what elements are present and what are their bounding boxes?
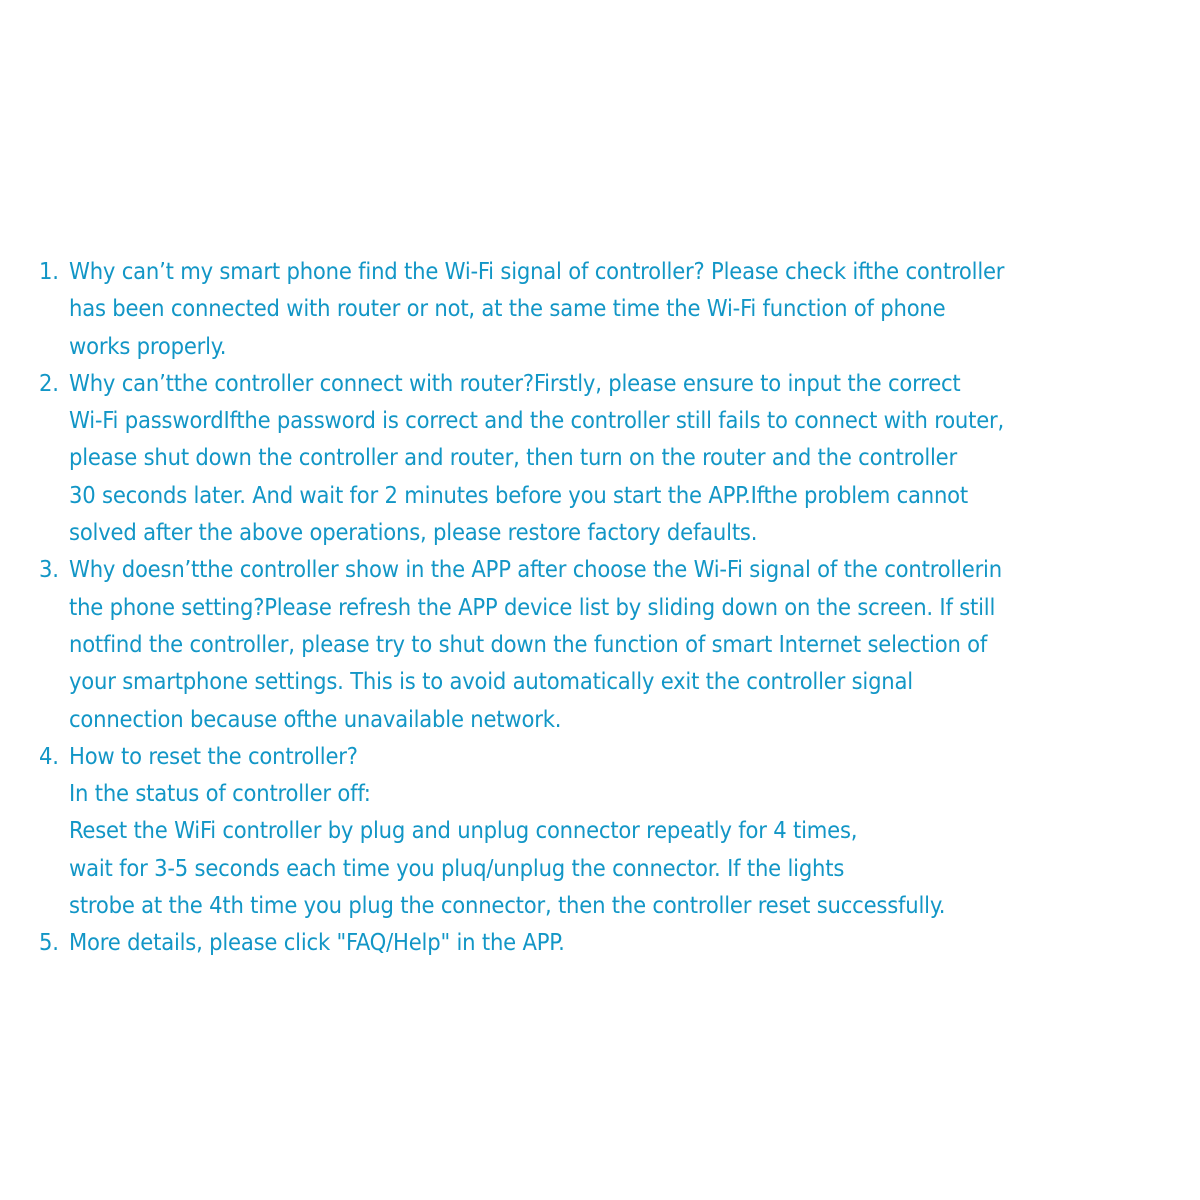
- faq-item-line: More details, please click "FAQ/Help" in the APP.: [69, 928, 565, 957]
- faq-item-line: In the status of controller off:: [69, 779, 371, 808]
- faq-item-line: 30 seconds later. And wait for 2 minutes before you start the APP.Ifthe problem cannot: [69, 480, 969, 509]
- faq-item-number: 3.: [39, 555, 59, 584]
- faq-list: [39, 253, 1169, 962]
- faq-item-line: wait for 3-5 seconds each time you pluq/unplug the connector. If the lights: [69, 853, 845, 882]
- faq-item-line: your smartphone settings. This is to avoid automatically exit the controller signal: [69, 667, 913, 696]
- faq-item-number: 5.: [39, 928, 59, 957]
- faq-item-line: Wi-Fi passwordIfthe password is correct and the controller still fails to connect with router,: [69, 406, 1005, 435]
- faq-item-line: How to reset the controller?: [69, 741, 358, 770]
- faq-item-line: Why can’tthe controller connect with router?Firstly, please ensure to input the correct: [69, 368, 961, 397]
- faq-item-number: 1.: [39, 257, 59, 285]
- faq-item-line: Reset the WiFi controller by plug and unplug connector repeatly for 4 times,: [69, 816, 858, 845]
- faq-item-2: [39, 365, 1169, 551]
- faq-item-line: connection because ofthe unavailable network.: [69, 704, 562, 733]
- faq-item-line: please shut down the controller and router, then turn on the router and the controller: [69, 443, 957, 472]
- faq-item-number: 4.: [39, 741, 59, 770]
- faq-item-3: [39, 551, 1169, 737]
- faq-item-5: [39, 924, 1169, 961]
- faq-item-number: 2.: [39, 368, 59, 397]
- faq-item-4: [39, 738, 1169, 924]
- faq-item-line: strobe at the 4th time you plug the connector, then the controller reset successfully.: [69, 891, 946, 920]
- faq-item-line: notfind the controller, please try to shut down the function of smart Internet selection of: [69, 629, 988, 658]
- faq-item-line: the phone setting?Please refresh the APP device list by sliding down on the screen. If still: [69, 592, 996, 621]
- faq-item-line: solved after the above operations, please restore factory defaults.: [69, 518, 758, 547]
- faq-item-line: Why can’t my smart phone find the Wi-Fi signal of controller? Please check ifthe controller: [69, 257, 1005, 285]
- faq-item-1: [39, 253, 1169, 365]
- faq-item-line: has been connected with router or not, at the same time the Wi-Fi function of phone: [69, 294, 946, 323]
- faq-item-line: Why doesn’tthe controller show in the APP after choose the Wi-Fi signal of the controllerin: [69, 555, 1002, 584]
- faq-item-line: works properly.: [69, 331, 227, 360]
